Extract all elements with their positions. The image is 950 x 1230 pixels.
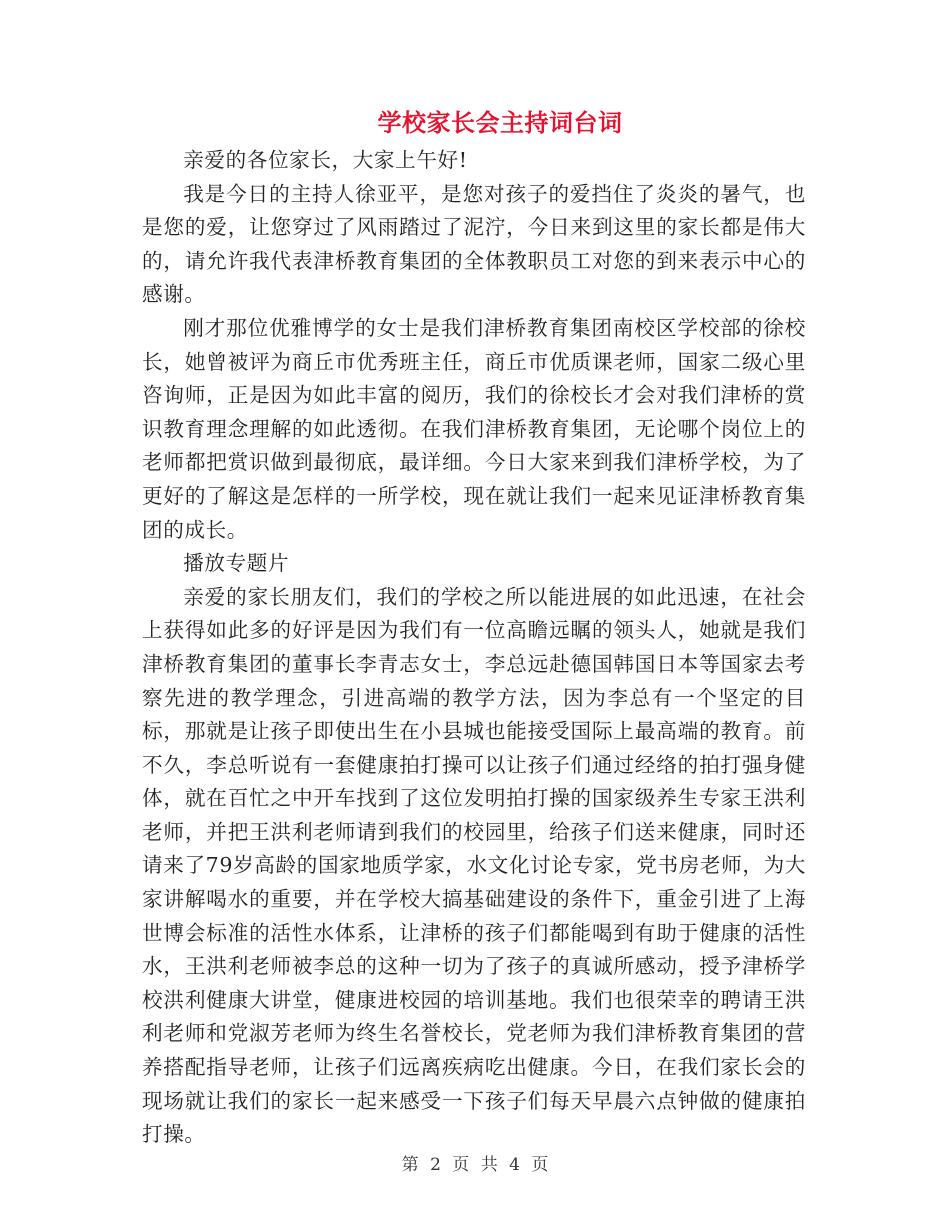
document-title: 学校家长会主持词台词	[377, 109, 623, 137]
page-number-footer: 第 2 页 共 4 页	[401, 1155, 549, 1175]
paragraph-video-note: 播放专题片	[183, 551, 290, 576]
paragraph-greeting: 亲爱的各位家长，大家上午好!	[183, 148, 468, 172]
paragraph-host-intro: 我是今日的主持人徐亚平，是您对孩子的爱挡住了炎炎的暑气，也是您的爱，让您穿过了风雨踏过了泥泞，今日来到这里的家长都是伟大的，请允许我代表津桥教育集团的全体教职员工对您的到来表示中心的感谢。	[142, 181, 806, 307]
document-body	[142, 144, 806, 1152]
paragraph-principal-intro: 刚才那位优雅博学的女士是我们津桥教育集团南校区学校部的徐校长，她曾被评为商丘市优秀班主任，商丘市优质课老师，国家二级心里咨询师，正是因为如此丰富的阅历，我们的徐校长才会对我们津桥的赏识教育理念理解的如此透彻。在我们津桥教育集团，无论哪个岗位上的老师都把赏识做到最彻底，最详细。今日大家来到我们津桥学校，为了更好的了解这是怎样的一所学校，现在就让我们一起来见证津桥教育集团的成长。	[142, 315, 806, 542]
paragraph-chairman-intro: 亲爱的家长朋友们，我们的学校之所以能进展的如此迅速，在社会上获得如此多的好评是因为我们有一位高瞻远瞩的领头人，她就是我们津桥教育集团的董事长李青志女士，李总远赴德国韩国日本等国家去考察先进的教学理念，引进高端的教学方法，因为李总有一个坚定的目标，那就是让孩子即使出生在小县城也能接受国际上最高端的教育。前不久，李总听说有一套健康拍打操可以让孩子们通过经络的拍打强身健体，就在百忙之中开车找到了这位发明拍打操的国家级养生专家王洪利老师，并把王洪利老师请到我们的校园里，给孩子们送来健康，同时还请来了79岁高龄的国家地质学家，水文化讨论专家，党书房老师，为大家讲解喝水的重要，并在学校大搞基础建设的条件下，重金引进了上海世博会标准的活性水体系，让津桥的孩子们都能喝到有助于健康的活性水，王洪利老师被李总的这种一切为了孩子的真诚所感动，授予津桥学校洪利健康大讲堂，健康进校园的培训基地。我们也很荣幸的聘请王洪利老师和党淑芳老师为终生名誉校长，党老师为我们津桥教育集团的营养搭配指导老师，让孩子们远离疾病吃出健康。今日，在我们家长会的现场就让我们的家长一起来感受一下孩子们每天早晨六点钟做的健康拍打操。	[142, 584, 806, 1147]
